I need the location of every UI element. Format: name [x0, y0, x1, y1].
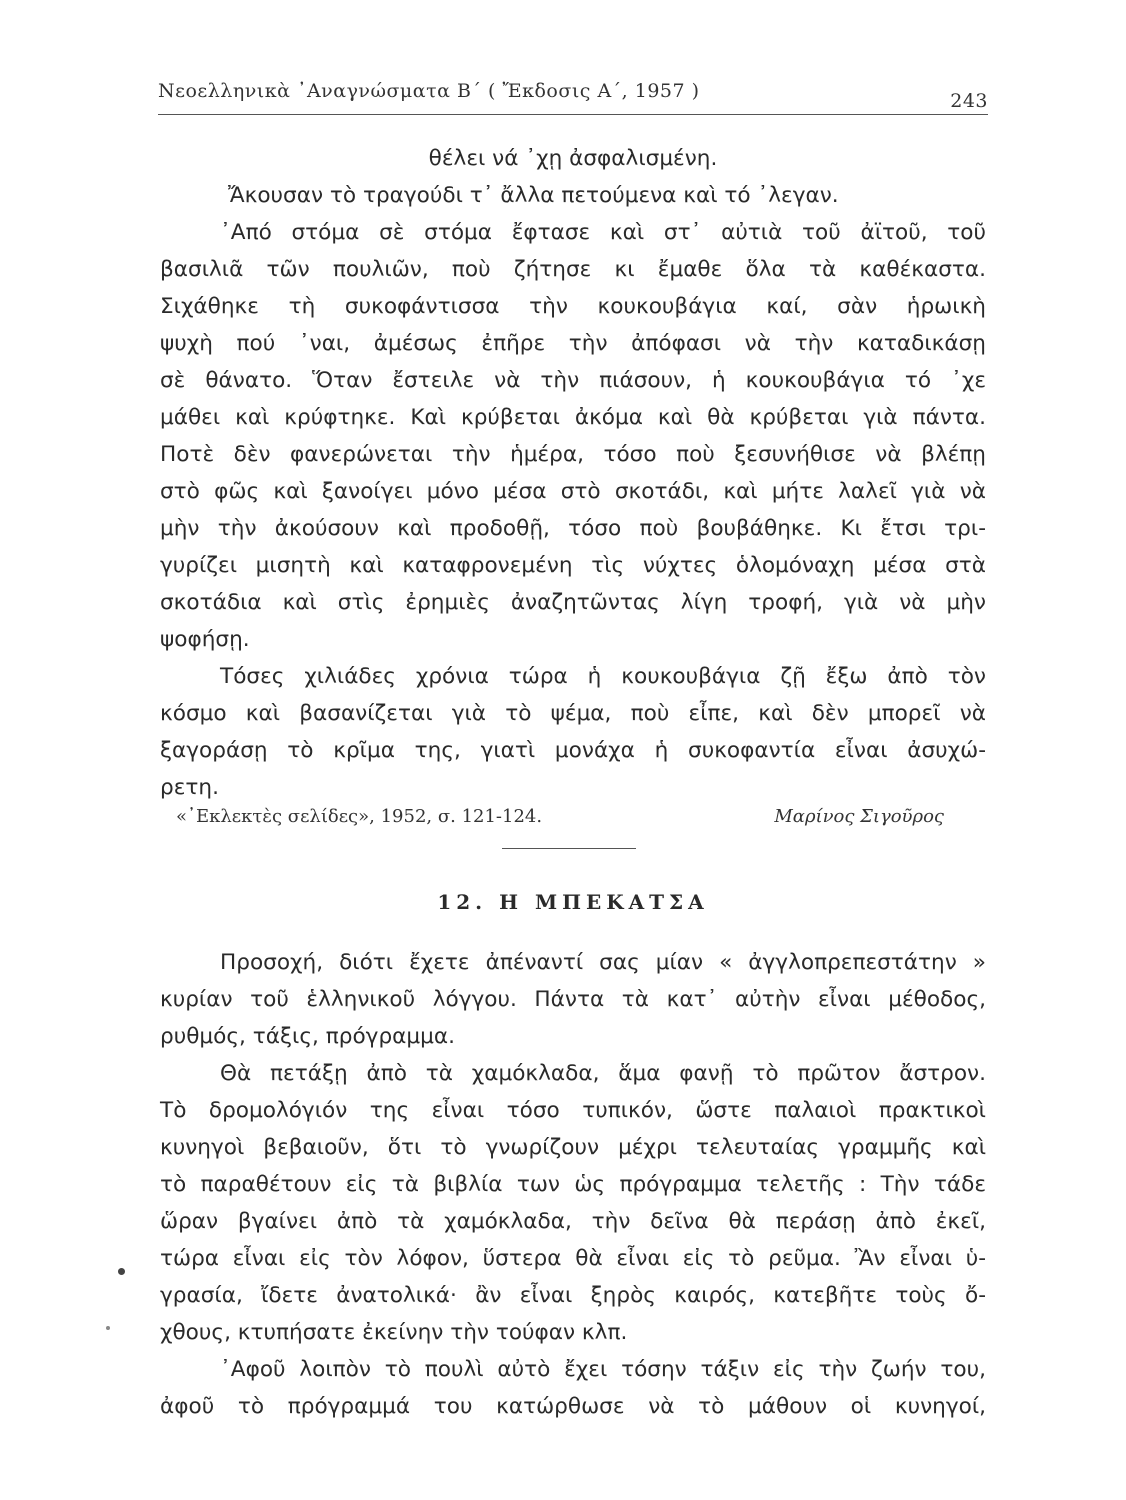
- text-line: ψοφήσῃ.: [160, 627, 250, 652]
- text-line: χθους, κτυπήσατε ἐκείνην τὴν τούφαν κλπ.: [160, 1320, 628, 1345]
- source-attribution: [176, 806, 944, 836]
- text-line: ὥραν βγαίνει ἀπὸ τὰ χαμόκλαδα, τὴν δεῖνα θὰ περάσῃ ἀπὸ ἐκεῖ,: [160, 1209, 986, 1234]
- text-line: θέλει νά ᾿χῃ ἀσφαλισμένη.: [428, 146, 718, 171]
- text-line: τὸ παραθέτουν εἰς τὰ βιβλία των ὡς πρόγραμμα τελετῆς : Τὴν τάδε: [160, 1172, 986, 1197]
- text-line: ᾿Από στόμα σὲ στόμα ἔφτασε καὶ στ᾿ αὐτιὰ τοῦ ἀϊτοῦ, τοῦ: [220, 220, 986, 245]
- section-separator: [502, 848, 636, 849]
- text-line: γυρίζει μισητὴ καὶ καταφρονεμένη τὶς νύχτες ὁλομόναχη μέσα στὰ: [160, 553, 986, 578]
- text-line: Τὸ δρομολόγιόν της εἶναι τόσο τυπικόν, ὥστε παλαιοὶ πρακτικοὶ: [160, 1098, 986, 1123]
- source-citation: «᾿Εκλεκτὲς σελίδες», 1952, σ. 121-124.: [176, 806, 543, 827]
- text-line: Θὰ πετάξῃ ἀπὸ τὰ χαμόκλαδα, ἅμα φανῇ τὸ πρῶτον ἄστρον.: [220, 1061, 986, 1086]
- text-line: ρυθμός, τάξις, πρόγραμμα.: [160, 1024, 455, 1049]
- text-line: γρασία, ἴδετε ἀνατολικά· ἂν εἶναι ξηρὸς καιρός, κατεβῆτε τοὺς ὄ-: [160, 1283, 986, 1308]
- text-line: Ἄκουσαν τὸ τραγούδι τ᾿ ἄλλα πετούμενα καὶ τό ᾿λεγαν.: [228, 183, 839, 208]
- header-rule: [158, 114, 988, 115]
- passage-owl: [160, 140, 986, 806]
- text-line: κυρίαν τοῦ ἑλληνικοῦ λόγγου. Πάντα τὰ κατ᾿ αὐτὴν εἶναι μέθοδος,: [160, 987, 986, 1012]
- text-line: ρετη.: [160, 775, 219, 800]
- text-line: σὲ θάνατο. Ὅταν ἔστειλε νὰ τὴν πιάσουν, ἡ κουκουβάγια τό ᾿χε: [160, 368, 986, 393]
- text-line: ξαγοράσῃ τὸ κρῖμα της, γιατὶ μονάχα ἡ συκοφαντία εἶναι ἀσυχώ-: [160, 738, 986, 763]
- scan-speck: [118, 1268, 125, 1275]
- header-title: Νεοελληνικὰ ᾿Αναγνώσματα Β΄ ( Ἔκδοσις Α΄, 1957 ): [158, 80, 700, 102]
- text-line: Ποτὲ δὲν φανερώνεται τὴν ἡμέρα, τόσο ποὺ ξεσυνήθισε νὰ βλέπῃ: [160, 442, 986, 467]
- section-heading: 12. Η ΜΠΕΚΑΤΣΑ: [437, 890, 709, 914]
- author-name: Μαρίνος Σιγοῦρος: [774, 806, 944, 827]
- text-line: κυνηγοὶ βεβαιοῦν, ὅτι τὸ γνωρίζουν μέχρι τελευταίας γραμμῆς καὶ: [160, 1135, 986, 1160]
- text-line: στὸ φῶς καὶ ξανοίγει μόνο μέσα στὸ σκοτάδι, καὶ μήτε λαλεῖ γιὰ νὰ: [160, 479, 986, 504]
- text-line: μὴν τὴν ἀκούσουν καὶ προδοθῇ, τόσο ποὺ βουβάθηκε. Κι ἔτσι τρι-: [160, 516, 986, 541]
- text-line: ᾿Αφοῦ λοιπὸν τὸ πουλὶ αὐτὸ ἔχει τόσην τάξιν εἰς τὴν ζωήν του,: [220, 1357, 986, 1382]
- text-line: κόσμο καὶ βασανίζεται γιὰ τὸ ψέμα, ποὺ εἶπε, καὶ δὲν μπορεῖ νὰ: [160, 701, 986, 726]
- text-line: βασιλιᾶ τῶν πουλιῶν, ποὺ ζήτησε κι ἔμαθε ὅλα τὰ καθέκαστα.: [160, 257, 986, 282]
- text-line: τώρα εἶναι εἰς τὸν λόφον, ὕστερα θὰ εἶναι εἰς τὸ ρεῦμα. Ἂν εἶναι ὑ-: [160, 1246, 986, 1271]
- text-line: μάθει καὶ κρύφτηκε. Καὶ κρύβεται ἀκόμα καὶ θὰ κρύβεται γιὰ πάντα.: [160, 405, 986, 430]
- running-header: [158, 64, 988, 112]
- text-line: Τόσες χιλιάδες χρόνια τώρα ἡ κουκουβάγια ζῇ ἔξω ἀπὸ τὸν: [220, 664, 986, 689]
- text-line: σκοτάδια καὶ στὶς ἐρημιὲς ἀναζητῶντας λίγη τροφή, γιὰ νὰ μὴν: [160, 590, 986, 615]
- text-line: ψυχὴ πού ᾿ναι, ἀμέσως ἐπῆρε τὴν ἀπόφασι νὰ τὴν καταδικάσῃ: [160, 331, 986, 356]
- text-line: Σιχάθηκε τὴ συκοφάντισσα τὴν κουκουβάγια καί, σὰν ἡρωικὴ: [160, 294, 986, 319]
- page-number: 243: [950, 90, 988, 112]
- text-line: Προσοχή, διότι ἔχετε ἀπέναντί σας μίαν « ἀγγλοπρεπεστάτην »: [220, 950, 986, 975]
- scan-speck: [106, 1326, 110, 1330]
- passage-woodcock: [160, 944, 986, 1425]
- text-line: ἀφοῦ τὸ πρόγραμμά του κατώρθωσε νὰ τὸ μάθουν οἱ κυνηγοί,: [160, 1394, 986, 1419]
